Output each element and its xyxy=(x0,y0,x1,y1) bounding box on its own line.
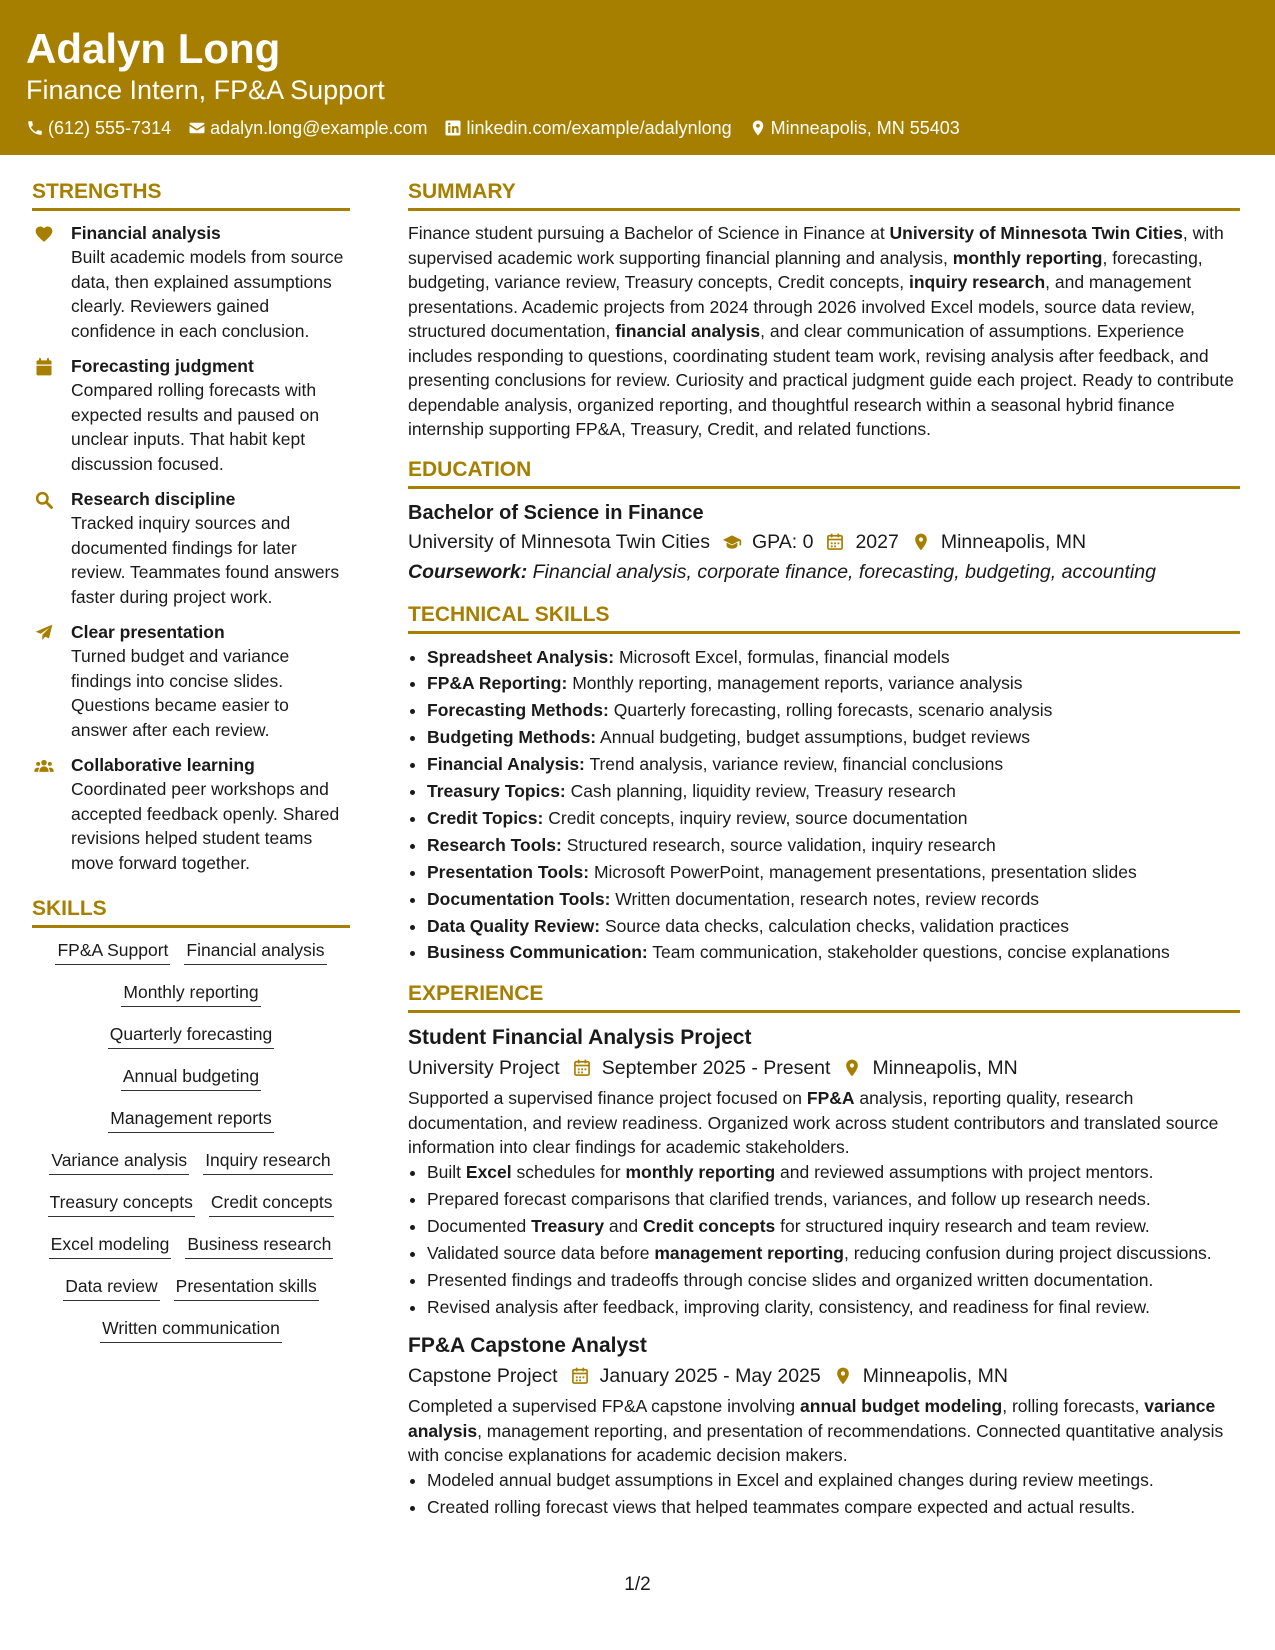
technical-skills-section xyxy=(408,601,1240,967)
skill-tag: FP&A Support xyxy=(55,938,170,965)
coursework-label: Coursework: xyxy=(408,560,528,583)
text-run: analysis, reporting quality, research documentation, and review readiness. Organized work across student contributors and translated source information into clear findings for academic stakeholders. xyxy=(408,1088,1219,1158)
skill-tag: Business research xyxy=(185,1232,333,1259)
skill-row xyxy=(32,1022,350,1064)
contact-phone[interactable] xyxy=(26,115,171,141)
bold-text: monthly reporting xyxy=(625,1161,776,1182)
school-location: Minneapolis, MN xyxy=(940,530,1087,553)
strength-title: Financial analysis xyxy=(71,223,221,243)
skill-row xyxy=(32,1316,350,1358)
text-run: Completed a supervised FP&A capstone involving xyxy=(408,1396,801,1417)
job-title: Student Financial Analysis Project xyxy=(408,1026,752,1050)
strength-item xyxy=(32,753,350,875)
skills-heading: SKILLS xyxy=(32,895,350,928)
bold-text: University of Minnesota Twin Cities xyxy=(889,223,1183,243)
job-meta xyxy=(408,1053,1240,1083)
technical-skills-list xyxy=(408,644,1240,967)
technical-skills-heading: TECHNICAL SKILLS xyxy=(408,601,1240,634)
technical-skill-item xyxy=(427,939,1240,966)
technical-skill-label: Credit Topics: xyxy=(427,807,544,828)
text-run: Built xyxy=(427,1161,466,1182)
bold-text: inquiry research xyxy=(908,272,1046,292)
bold-text: monthly reporting xyxy=(952,247,1103,268)
coursework xyxy=(408,557,1240,587)
heart-icon xyxy=(34,224,54,244)
strengths-heading: STRENGTHS xyxy=(32,178,350,211)
bold-text: Credit concepts xyxy=(643,1215,776,1236)
technical-skill-item xyxy=(427,751,1240,778)
skill-row xyxy=(32,1106,350,1148)
map-pin-icon xyxy=(833,1366,853,1386)
text-run: for structured inquiry research and team review. xyxy=(775,1215,1150,1236)
education-meta xyxy=(408,527,1240,557)
technical-skill-label: FP&A Reporting: xyxy=(427,673,568,694)
skill-tag: Inquiry research xyxy=(203,1148,332,1175)
strength-title: Collaborative learning xyxy=(71,755,255,775)
experience-section xyxy=(408,980,1240,1519)
skill-tag: Data review xyxy=(63,1274,159,1301)
job-bullet xyxy=(427,1160,1240,1185)
users-icon xyxy=(34,756,54,776)
technical-skill-value: Quarterly forecasting, rolling forecasts, scenario analysis xyxy=(613,700,1053,721)
calendar-icon xyxy=(825,532,845,552)
job-bullet xyxy=(427,1495,1240,1520)
technical-skill-value: Structured research, source validation, inquiry research xyxy=(566,834,996,855)
technical-skill-label: Data Quality Review: xyxy=(427,915,601,936)
skill-tag: Annual budgeting xyxy=(121,1064,261,1091)
left-column xyxy=(32,178,350,1358)
contact-email[interactable] xyxy=(188,115,427,141)
job-description xyxy=(408,1086,1240,1160)
job-bullet xyxy=(427,1214,1240,1239)
technical-skill-item xyxy=(427,805,1240,832)
job-bullet xyxy=(427,1468,1240,1493)
bold-text: variance analysis xyxy=(408,1396,1216,1441)
job-organization: Capstone Project xyxy=(408,1365,558,1388)
strength-description: Compared rolling forecasts with expected results and paused on unclear inputs. That habit kept discussion focused. xyxy=(71,380,320,474)
header-banner xyxy=(0,0,1275,155)
strength-title: Research discipline xyxy=(71,489,236,509)
text-run: and reviewed assumptions with project mentors. xyxy=(775,1161,1154,1182)
text-run: Supported a supervised finance project focused on xyxy=(408,1088,807,1109)
skill-row xyxy=(32,1064,350,1106)
job-location: Minneapolis, MN xyxy=(872,1057,1018,1080)
skill-row xyxy=(32,938,350,980)
text-run: , and clear communication of assumptions. Experience includes responding to questions, coordinating student team work, revising analysis after feedback, and presenting conclusions for review. Curiosity and practical judgment guide each project. Ready to contribute dependable analysis, organized reporting, and thoughtful research within a seasonal hybrid finance internship supporting FP&A, Treasury, Credit, and related functions. xyxy=(408,321,1234,439)
candidate-title: Finance Intern, FP&A Support xyxy=(26,75,385,105)
technical-skill-value: Microsoft Excel, formulas, financial models xyxy=(618,646,950,667)
technical-skill-value: Cash planning, liquidity review, Treasury research xyxy=(570,781,956,802)
skill-tag: Quarterly forecasting xyxy=(108,1022,274,1049)
text-run: Documented xyxy=(427,1215,532,1236)
technical-skill-value: Trend analysis, variance review, financial conclusions xyxy=(589,754,1004,775)
technical-skill-label: Research Tools: xyxy=(427,834,562,855)
skill-tag: Treasury concepts xyxy=(48,1190,195,1217)
technical-skill-item xyxy=(427,832,1240,859)
job-dates: January 2025 - May 2025 xyxy=(599,1365,821,1388)
technical-skill-item xyxy=(427,644,1240,671)
text-run: Validated source data before xyxy=(427,1242,655,1263)
contact-linkedin-text: linkedin.com/example/adalynlong xyxy=(466,118,732,138)
strength-description: Tracked inquiry sources and documented findings for later review. Teammates found answers faster during project work. xyxy=(71,513,340,607)
calendar-icon xyxy=(34,357,54,377)
job-meta xyxy=(408,1361,1240,1391)
job-bullet xyxy=(427,1268,1240,1293)
map-pin-icon xyxy=(842,1058,862,1078)
degree-name: Bachelor of Science in Finance xyxy=(408,501,704,524)
right-column xyxy=(408,178,1240,1533)
experience-list xyxy=(408,1023,1240,1519)
bold-text: Treasury xyxy=(531,1215,605,1236)
technical-skill-label: Presentation Tools: xyxy=(427,861,590,882)
bold-text: FP&A xyxy=(806,1088,855,1109)
skill-row xyxy=(32,1274,350,1316)
job-location: Minneapolis, MN xyxy=(862,1365,1008,1388)
technical-skill-label: Documentation Tools: xyxy=(427,888,611,909)
strength-item xyxy=(32,221,350,343)
technical-skill-item xyxy=(427,724,1240,751)
envelope-icon xyxy=(188,119,206,137)
technical-skill-label: Spreadsheet Analysis: xyxy=(427,646,615,667)
summary-heading: SUMMARY xyxy=(408,178,1240,211)
technical-skill-value: Microsoft PowerPoint, management presentations, presentation slides xyxy=(593,861,1137,882)
coursework-list: Financial analysis, corporate finance, forecasting, budgeting, accounting xyxy=(532,560,1156,583)
bold-text: financial analysis xyxy=(615,321,761,341)
contact-location xyxy=(749,115,960,141)
strength-description: Built academic models from source data, then explained assumptions clearly. Reviewers gained confidence in each conclusion. xyxy=(71,247,344,341)
calendar-icon xyxy=(570,1366,590,1386)
technical-skill-item xyxy=(427,670,1240,697)
school-name: University of Minnesota Twin Cities xyxy=(408,530,711,553)
job-description xyxy=(408,1394,1240,1468)
skill-row xyxy=(32,980,350,1022)
job-bullet xyxy=(427,1295,1240,1320)
phone-icon xyxy=(26,119,44,137)
experience-heading: EXPERIENCE xyxy=(408,980,1240,1013)
graduation-cap-icon xyxy=(722,532,742,552)
skill-tag: Written communication xyxy=(100,1316,282,1343)
education-section xyxy=(408,456,1240,587)
skill-tag: Credit concepts xyxy=(209,1190,335,1217)
map-pin-icon xyxy=(911,532,931,552)
technical-skill-item xyxy=(427,859,1240,886)
text-run: and xyxy=(604,1215,643,1236)
contact-location-text: Minneapolis, MN 55403 xyxy=(770,118,960,138)
skill-row xyxy=(32,1190,350,1232)
skill-tag: Monthly reporting xyxy=(121,980,260,1007)
text-run: , with supervised academic work supporting financial planning and analysis, xyxy=(408,223,1224,268)
strength-item xyxy=(32,354,350,476)
job-dates: September 2025 - Present xyxy=(601,1057,831,1080)
skill-row xyxy=(32,1148,350,1190)
contact-linkedin[interactable] xyxy=(444,115,731,141)
summary-text xyxy=(408,221,1240,442)
technical-skill-value: Monthly reporting, management reports, variance analysis xyxy=(572,673,1023,694)
job-bullet xyxy=(427,1187,1240,1212)
job-title: FP&A Capstone Analyst xyxy=(408,1334,647,1358)
technical-skill-item xyxy=(427,913,1240,940)
strength-item xyxy=(32,620,350,742)
skill-tag: Presentation skills xyxy=(174,1274,319,1301)
technical-skill-value: Source data checks, calculation checks, validation practices xyxy=(605,915,1069,936)
bold-text: Excel xyxy=(465,1161,512,1182)
technical-skill-label: Forecasting Methods: xyxy=(427,700,609,721)
strength-title: Forecasting judgment xyxy=(71,356,254,376)
technical-skill-value: Annual budgeting, budget assumptions, budget reviews xyxy=(600,727,1031,748)
job-organization: University Project xyxy=(408,1057,560,1080)
job-bullet xyxy=(427,1241,1240,1266)
skills-tag-cloud xyxy=(32,938,350,1358)
job-bullets xyxy=(408,1468,1240,1520)
technical-skill-value: Team communication, stakeholder questions, concise explanations xyxy=(652,942,1170,963)
paper-plane-icon xyxy=(34,623,54,643)
skill-tag: Financial analysis xyxy=(184,938,326,965)
skill-row xyxy=(32,1232,350,1274)
text-run: Finance student pursuing a Bachelor of Science in Finance at xyxy=(408,223,890,243)
bold-text: annual budget modeling xyxy=(800,1396,1003,1417)
skill-tag: Excel modeling xyxy=(49,1232,172,1259)
text-run: Modeled annual budget assumptions in Excel and explained changes during review meetings. xyxy=(427,1469,1154,1490)
text-run: Prepared forecast comparisons that clarified trends, variances, and follow up research needs. xyxy=(427,1188,1151,1209)
technical-skill-item xyxy=(427,778,1240,805)
map-pin-icon xyxy=(749,119,767,137)
contact-bar xyxy=(26,115,977,141)
education-heading: EDUCATION xyxy=(408,456,1240,489)
page-number: 1/2 xyxy=(624,1574,651,1595)
text-run: Created rolling forecast views that helped teammates compare expected and actual results. xyxy=(427,1496,1136,1517)
technical-skill-label: Business Communication: xyxy=(427,942,648,963)
technical-skill-label: Financial Analysis: xyxy=(427,754,585,775)
text-run: , and management presentations. Academic projects from 2024 through 2026 involved Excel models, source data review, structured documentation, xyxy=(408,272,1195,341)
linkedin-icon xyxy=(444,119,462,137)
summary-section xyxy=(408,178,1240,442)
strength-item xyxy=(32,487,350,609)
technical-skill-item xyxy=(427,886,1240,913)
job-entry xyxy=(408,1331,1240,1519)
candidate-name: Adalyn Long xyxy=(26,25,281,72)
text-run: schedules for xyxy=(511,1161,626,1182)
technical-skill-value: Written documentation, research notes, review records xyxy=(615,888,1040,909)
text-run: Revised analysis after feedback, improving clarity, consistency, and readiness for final review. xyxy=(427,1296,1151,1317)
skill-tag: Variance analysis xyxy=(49,1148,189,1175)
calendar-icon xyxy=(572,1058,592,1078)
technical-skill-item xyxy=(427,697,1240,724)
text-run: , management reporting, and presentation of recommendations. Connected quantitative analysis with concise explanations for academic decision makers. xyxy=(408,1420,1224,1466)
text-run: , rolling forecasts, xyxy=(1002,1396,1145,1417)
technical-skill-value: Credit concepts, inquiry review, source documentation xyxy=(548,807,968,828)
contact-email-text: adalyn.long@example.com xyxy=(210,118,428,138)
contact-phone-text: (612) 555-7314 xyxy=(48,118,172,138)
gpa: GPA: 0 xyxy=(752,530,814,553)
text-run: , forecasting, budgeting, variance review, Treasury concepts, Credit concepts, xyxy=(408,247,1203,292)
text-run: , reducing confusion during project discussions. xyxy=(843,1242,1212,1263)
strength-title: Clear presentation xyxy=(71,622,225,642)
search-icon xyxy=(34,490,54,510)
technical-skill-label: Treasury Topics: xyxy=(427,781,566,802)
strength-description: Turned budget and variance findings into concise slides. Questions became easier to answer after each review. xyxy=(71,646,290,740)
text-run: Presented findings and tradeoffs through concise slides and organized written documentation. xyxy=(427,1269,1154,1290)
bold-text: management reporting xyxy=(654,1242,844,1263)
graduation-year: 2027 xyxy=(855,530,899,553)
job-bullets xyxy=(408,1160,1240,1320)
technical-skill-label: Budgeting Methods: xyxy=(427,727,597,748)
skill-tag: Management reports xyxy=(108,1106,273,1133)
job-entry xyxy=(408,1023,1240,1319)
strength-description: Coordinated peer workshops and accepted feedback openly. Shared revisions helped student teams move forward together. xyxy=(71,779,340,873)
